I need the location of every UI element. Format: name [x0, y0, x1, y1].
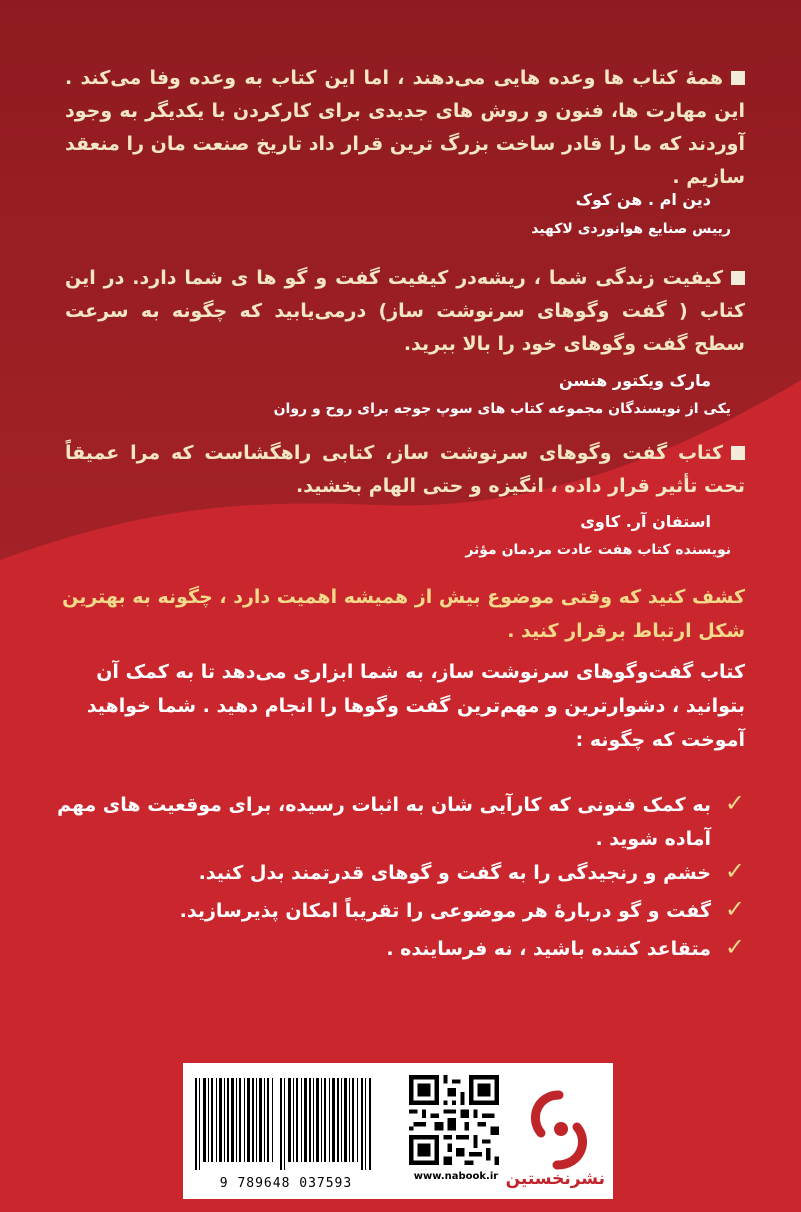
- list-item-text: متقاعد کننده باشید ، نه فرساینده .: [386, 938, 711, 960]
- testimonial-text: کتاب گفت وگوهای سرنوشت ساز، کتابی راهگشاست که مرا عمیقاً تحت تأثیر قرار داده ، انگیزه و حتی الهام بخشید.: [65, 442, 745, 497]
- qr-code: [409, 1075, 499, 1165]
- publisher-name: نشرنخستین: [505, 1169, 605, 1189]
- intro-paragraph: کشف کنید که وقتی موضوع بیش از همیشه اهمیت دارد ، چگونه به بهترین شکل ارتباط برقرار کنید .: [62, 586, 745, 642]
- description-paragraph: کتاب گفت‌وگوهای سرنوشت ساز، به شما ابزاری می‌دهد تا به کمک آن بتوانید ، دشوارترین و مهم‌ترین گفت وگوها را انجام دهید . شما خواهید آموخت که چگونه :: [86, 661, 745, 751]
- testimonial-author-title: یکی از نویسندگان مجموعه کتاب های سوپ جوجه برای روح و روان: [273, 401, 731, 417]
- isbn-number: 9 789648 037593: [219, 1176, 353, 1191]
- square-bullet-icon: [731, 446, 745, 460]
- list-item-text: گفت و گو دربارهٔ هر موضوعی را تقریباً امکان پذیرسازید.: [179, 900, 711, 922]
- testimonial-1: [65, 62, 745, 194]
- checkmark-icon: ✓: [724, 857, 745, 885]
- testimonial-author: استفان آر. کاوی: [580, 512, 711, 531]
- checkmark-icon: ✓: [724, 789, 745, 817]
- website-url: www.nabook.ir: [413, 1171, 499, 1182]
- list-item-text: خشم و رنجیدگی را به گفت و گوهای قدرتمند بدل کنید.: [198, 862, 711, 884]
- list-item-text: به کمک فنونی که کارآیی شان به اثبات رسیده، برای موقعیت های مهم آماده شوید .: [57, 794, 711, 850]
- square-bullet-icon: [731, 71, 745, 85]
- testimonial-2: [65, 262, 745, 361]
- testimonial-text: همهٔ کتاب ها وعده هایی می‌دهند ، اما این کتاب به وعده وفا می‌کند . این مهارت ها، فنون و روش های جدیدی برای کارکردن با یکدیگر به وجود آوردند که ما را قادر ساخت بزرگ ترین قرار داد تاریخ صنعت مان را منعقد سازیم .: [65, 67, 745, 188]
- list-item: [55, 788, 745, 856]
- testimonial-3: [65, 437, 745, 503]
- testimonial-text: کیفیت زندگی شما ، ریشه‌در کیفیت گفت و گو ها ی شما دارد. در این کتاب ( گفت وگوهای سرنوشت ساز) درمی‌یابید که چگونه به سرعت سطح گفت وگوهای خود را بالا ببرید.: [65, 267, 745, 355]
- testimonial-author: دین ام . هن کوک: [575, 190, 711, 209]
- testimonial-author-title: نویسنده کتاب هفت عادت مردمان مؤثر: [465, 542, 731, 558]
- barcode: [195, 1078, 373, 1170]
- testimonial-author: مارک ویکتور هنسن: [559, 371, 711, 390]
- list-item: [55, 932, 745, 966]
- checkmark-icon: ✓: [724, 895, 745, 923]
- square-bullet-icon: [731, 271, 745, 285]
- list-item: [55, 894, 745, 928]
- testimonial-author-title: رییس صنایع هوانوردی لاکهید: [531, 221, 731, 237]
- publisher-info-box: [183, 1063, 613, 1199]
- checkmark-icon: ✓: [724, 933, 745, 961]
- list-item: [55, 856, 745, 890]
